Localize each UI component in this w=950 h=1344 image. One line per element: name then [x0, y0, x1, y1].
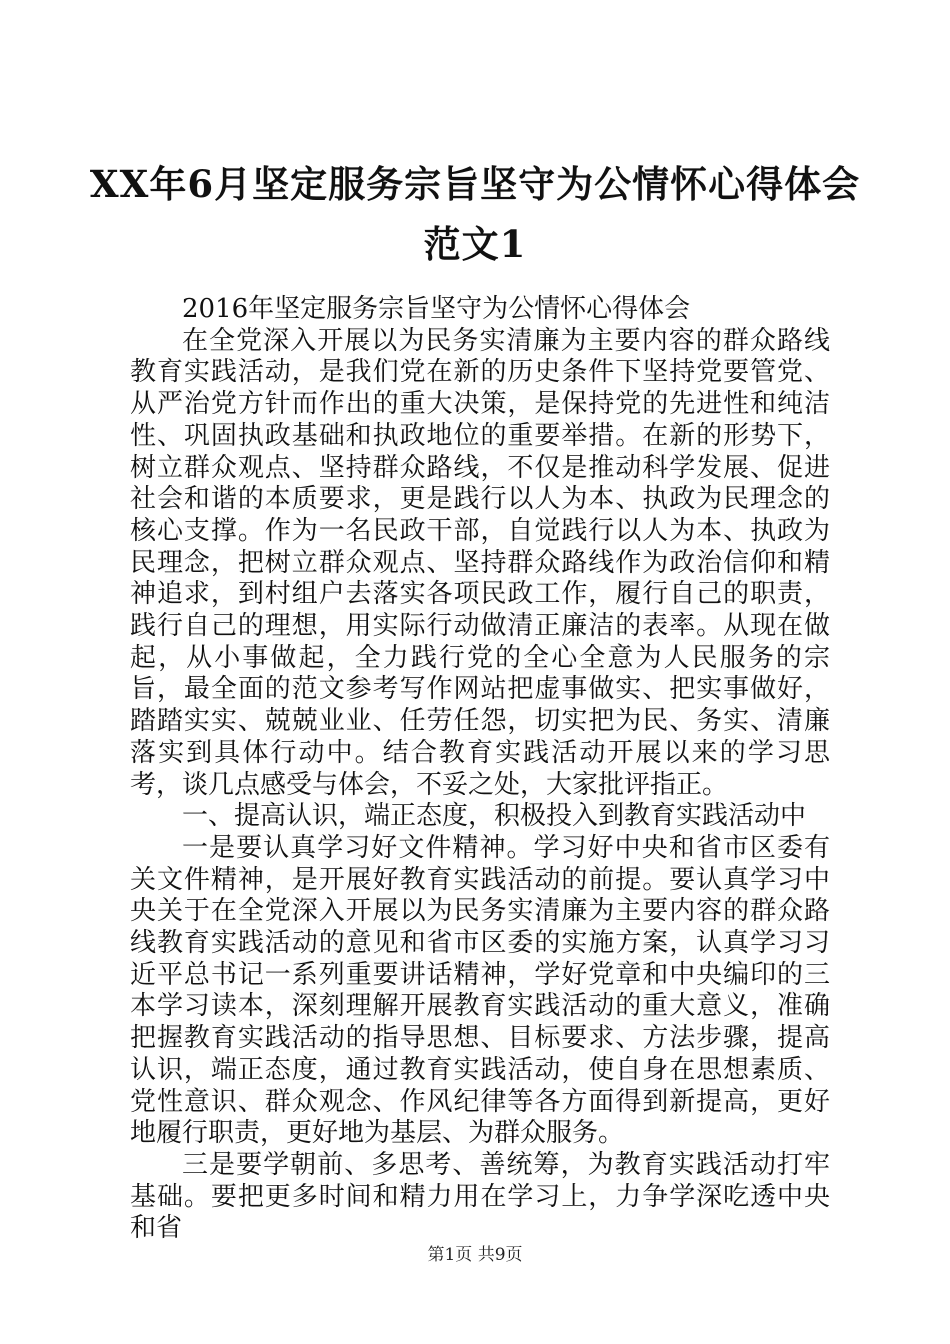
paragraph-intro: 在全党深入开展以为民务实清廉为主要内容的群众路线教育实践活动，是我们党在新的历史条件下坚持党要管党、从严治党方针而作出的重大决策，是保持党的先进性和纯洁性、巩固执政基础和执政地位的重要举措。在新的形势下，树立群众观点、坚持群众路线，不仅是推动科学发展、促进社会和谐的本质要求，更是践行以人为本、执政为民理念的核心支撑。作为一名民政干部，自觉践行以人为本、执政为民理念，把树立群众观点、坚持群众路线作为政治信仰和精神追求，到村组户去落实各项民政工作，履行自己的职责，践行自己的理想，用实际行动做清正廉洁的表率。从现在做起，从小事做起，全力践行党的全心全意为人民服务的宗旨，最全面的范文参考写作网站把虚事做实、把实事做好，踏踏实实、兢兢业业、任劳任怨，切实把为民、务实、清廉落实到具体行动中。结合教育实践活动开展以来的学习思考，谈几点感受与体会，不妥之处，大家批评指正。 [130, 325, 830, 800]
document-title: XX年6月坚定服务宗旨坚守为公情怀心得体会 [89, 162, 861, 206]
section-heading: 一、提高认识，端正态度，积极投入到教育实践活动中 [182, 801, 807, 832]
page-number-footer: 第1页 共9页 [427, 1245, 523, 1265]
paragraph-point-one: 一是要认真学习好文件精神。学习好中央和省市区委有关文件精神，是开展好教育实践活动的前提。要认真学习中央关于在全党深入开展以为民务实清廉为主要内容的群众路线教育实践活动的意见和省市区委的实施方案，认真学习习近平总书记一系列重要讲话精神，学好党章和中央编印的三本学习读本，深刻理解开展教育实践活动的重大意义，准确把握教育实践活动的指导思想、目标要求、方法步骤，提高认识，端正态度，通过教育实践活动，使自身在思想素质、党性意识、群众观念、作风纪律等各方面得到新提高，更好地履行职责，更好地为基层、为群众服务。 [130, 832, 830, 1149]
document-title-continued: 范文1 [423, 222, 527, 266]
paragraph-subtitle: 2016年坚定服务宗旨坚守为公情怀心得体会 [182, 294, 691, 324]
document-body [130, 294, 830, 1245]
paragraph-point-three: 三是要学朝前、多思考、善统筹，为教育实践活动打牢基础。要把更多时间和精力用在学习上，力争学深吃透中央和省 [130, 1149, 830, 1244]
